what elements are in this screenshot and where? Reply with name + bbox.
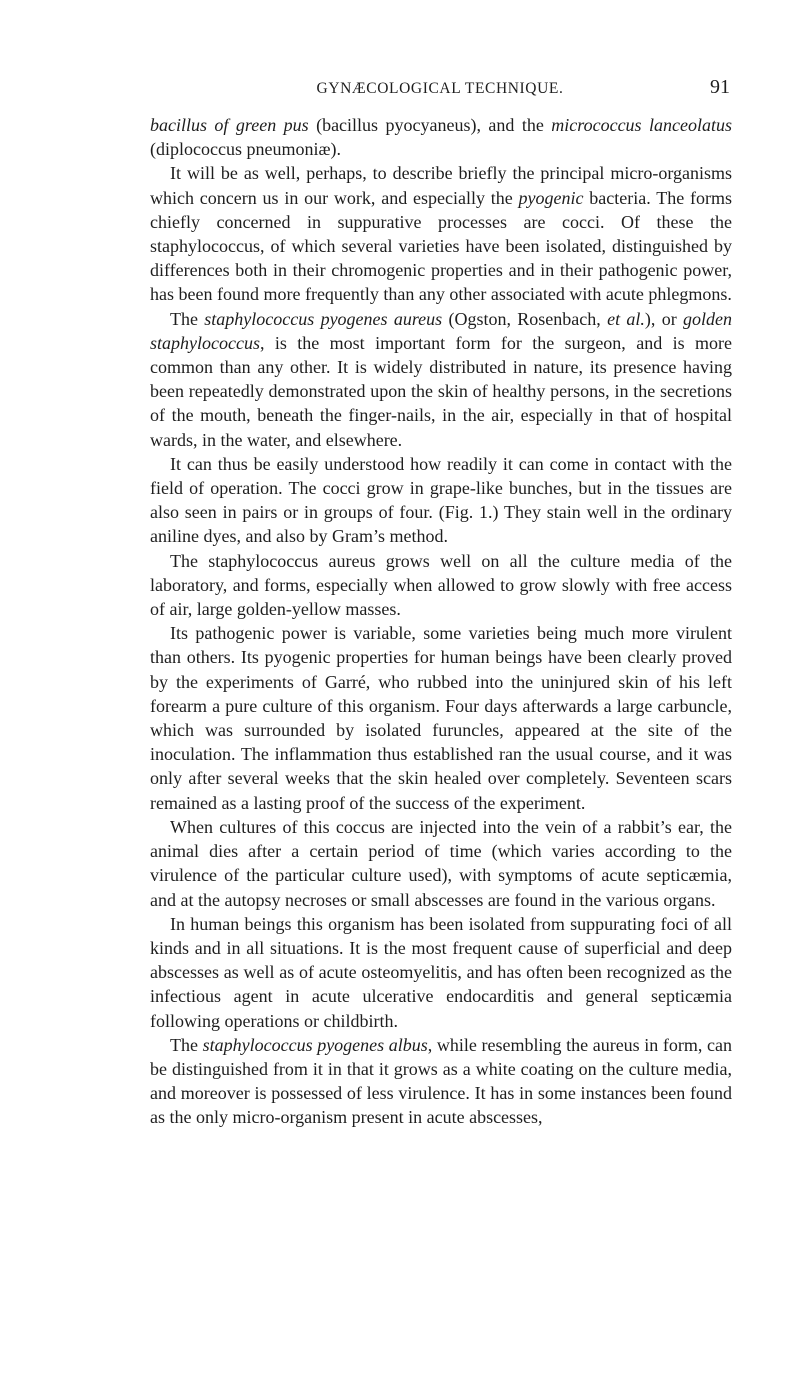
text-run: The — [170, 1034, 203, 1055]
text-run: (bacillus pyocyaneus), and the — [308, 115, 552, 135]
body-text — [150, 113, 732, 1130]
text-run: The — [170, 308, 205, 329]
text-run: , is the most important form for the surgeon, and is more common than any other. It is widely distributed in nature, its presence having been repeatedly demonstrated upon the skin of healthy persons, in the secretions of the mouth, beneath the finger-nails, in the air, especially in that of hospital wards, in the water, and elsewhere. — [150, 332, 732, 450]
paragraph — [150, 452, 732, 549]
paragraph — [150, 113, 732, 161]
text-run: Its pathogenic power is variable, some varieties being much more virulent than others. Its pyogenic properties for human beings have been clearly proved by the experiments of Garré, who rubbed into the uninjured skin of his left forearm a pure culture of this organism. Four days afterwards a large carbuncle, which was surrounded by isolated furuncles, appeared at the site of the inoculation. The inflammation thus established ran the usual course, and it was only after several weeks that the skin healed over completely. Seventeen scars remained as a lasting proof of the success of the experiment. — [150, 623, 732, 813]
text-run: (diplococcus pneumoniæ). — [150, 139, 341, 160]
italic-run: pyogenic — [518, 187, 584, 208]
running-head — [150, 76, 730, 106]
text-run: When cultures of this coccus are injected into the vein of a rabbit’s ear, the animal dies after a certain period of time (which varies according to the virulence of the particular culture used), with symptoms of acute septicæmia, and at the autopsy necroses or small abscesses are found in the various organs. — [150, 816, 732, 910]
italic-run: staphylococcus pyogenes albus — [202, 1034, 428, 1055]
paragraph — [150, 815, 732, 912]
text-run: ), or — [644, 308, 683, 329]
paragraph — [150, 549, 732, 622]
paragraph — [150, 912, 732, 1033]
text-run: bacteria. The forms chiefly concerned in suppurative processes are cocci. Of these the staphylococcus, of which several varieties have been isolated, distinguished by differences both in their chromogenic properties and in their pathogenic power, has been found more frequently than any other associated with acute phlegmons. — [150, 187, 733, 305]
paragraph — [150, 161, 732, 306]
text-run: , while resembling the aureus in form, can be distinguished from it in that it grows as a white coating on the culture media, and moreover is possessed of less virulence. It has in some instances been found as the only micro-organism present in acute abscesses, — [150, 1034, 733, 1128]
paragraph — [150, 307, 732, 452]
italic-run: et al. — [607, 308, 645, 329]
text-run: It will be as well, perhaps, to describe briefly the principal micro-organisms which concern us in our work, and especially the — [150, 163, 732, 208]
italic-run: staphylococcus pyogenes aureus — [204, 308, 443, 329]
page-number: 91 — [710, 76, 730, 98]
paragraph — [150, 621, 732, 815]
italic-run: micrococcus lanceolatus — [551, 115, 732, 135]
text-run: (Ogston, Rosenbach, — [442, 308, 608, 329]
running-title: GYNÆCOLOGICAL TECHNIQUE. — [316, 80, 564, 97]
text-run: In human beings this organism has been isolated from suppurating foci of all kinds and in all situations. It is the most frequent cause of superficial and deep abscesses as well as of acute osteomyelitis, and has often been recognized as the infectious agent in acute ulcerative endocarditis and general septicæmia following operations or childbirth. — [150, 913, 732, 1031]
italic-run: bacillus of green pus — [150, 115, 309, 135]
italic-run: golden staphylococcus — [150, 308, 732, 353]
paragraph — [150, 1033, 732, 1130]
text-run: The staphylococcus aureus grows well on all the culture media of the laboratory, and forms, especially when allowed to grow slowly with free access of air, large golden-yellow masses. — [150, 550, 732, 620]
text-run: It can thus be easily understood how readily it can come in contact with the field of operation. The cocci grow in grape-like bunches, but in the tissues are also seen in pairs or in groups of four. (Fig. 1.) They stain well in the ordinary aniline dyes, and also by Gram’s method. — [150, 453, 732, 547]
